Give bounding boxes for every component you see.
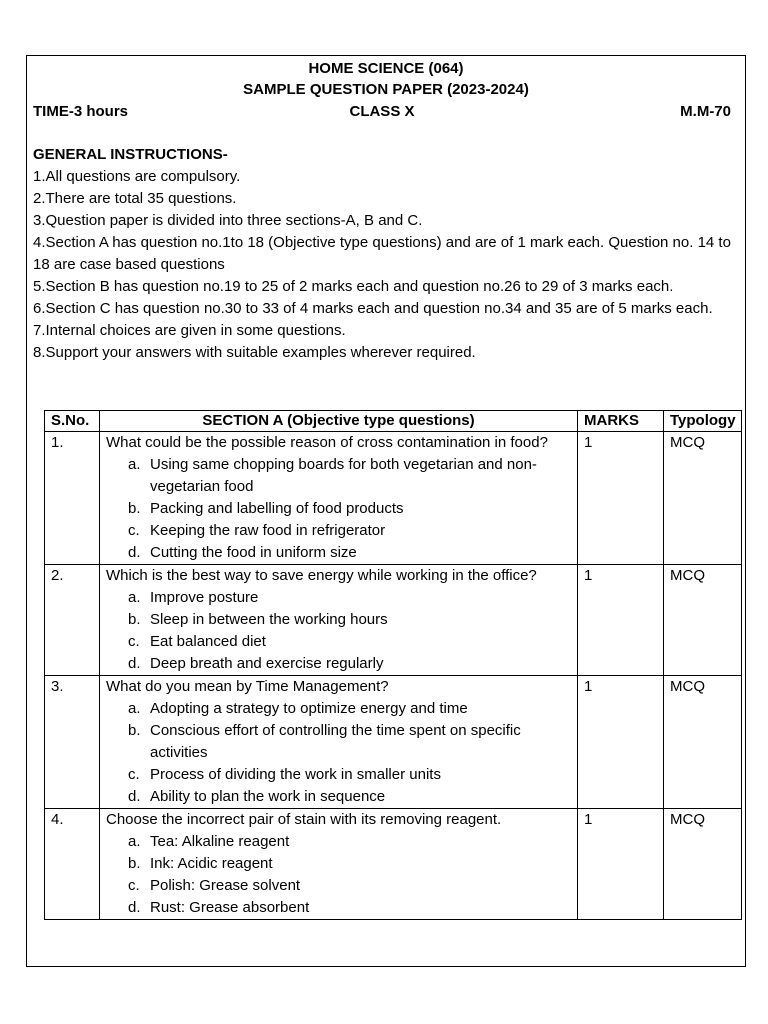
instructions-title: GENERAL INSTRUCTIONS- (33, 146, 228, 163)
option (128, 520, 571, 542)
option-letter: a. (128, 456, 141, 473)
general-instructions (33, 144, 731, 364)
question-number: 1. (45, 432, 100, 565)
sno-header: S.No. (45, 411, 100, 432)
option-letter: b. (128, 722, 141, 739)
question-number: 2. (45, 565, 100, 676)
question-text: Which is the best way to save energy while working in the office? (106, 567, 537, 584)
table-row (45, 676, 742, 809)
option-text: Cutting the food in uniform size (150, 544, 357, 561)
typology-header: Typology (664, 411, 742, 432)
question-marks: 1 (578, 809, 664, 920)
option (128, 764, 571, 786)
question-marks: 1 (578, 676, 664, 809)
option (128, 542, 571, 564)
question-marks: 1 (578, 432, 664, 565)
option-letter: b. (128, 611, 141, 628)
option-text: Conscious effort of controlling the time spent on specific activities (150, 722, 521, 761)
table-header-row (45, 411, 742, 432)
question-typology: MCQ (664, 565, 742, 676)
question-typology: MCQ (664, 676, 742, 809)
option-text: Using same chopping boards for both vegetarian and non-vegetarian food (150, 456, 537, 495)
option-text: Packing and labelling of food products (150, 500, 404, 517)
option-letter: a. (128, 833, 141, 850)
question-cell (100, 565, 578, 676)
instruction-item: 5.Section B has question no.19 to 25 of 2 marks each and question no.26 to 29 of 3 marks each. (33, 278, 674, 295)
section-a-table (44, 410, 742, 920)
table-row (45, 432, 742, 565)
question-cell (100, 676, 578, 809)
instruction-item: 4.Section A has question no.1to 18 (Objective type questions) and are of 1 mark each. Question no. 14 to 18 are case based questions (33, 234, 731, 273)
max-marks-label: M.M-70 (680, 103, 731, 120)
option-letter: d. (128, 788, 141, 805)
question-typology: MCQ (664, 432, 742, 565)
option-letter: c. (128, 766, 140, 783)
instruction-item: 8.Support your answers with suitable examples wherever required. (33, 344, 476, 361)
question-text: Choose the incorrect pair of stain with its removing reagent. (106, 811, 502, 828)
question-text: What could be the possible reason of cross contamination in food? (106, 434, 548, 451)
question-cell (100, 432, 578, 565)
option-text: Process of dividing the work in smaller units (150, 766, 441, 783)
option-letter: c. (128, 877, 140, 894)
option-text: Rust: Grease absorbent (150, 899, 310, 916)
option-letter: d. (128, 544, 141, 561)
option (128, 831, 571, 853)
option (128, 587, 571, 609)
option (128, 631, 571, 653)
option (128, 897, 571, 919)
instruction-item: 2.There are total 35 questions. (33, 190, 237, 207)
option-letter: a. (128, 700, 141, 717)
option (128, 853, 571, 875)
option-letter: d. (128, 899, 141, 916)
question-text: What do you mean by Time Management? (106, 678, 389, 695)
table-row (45, 565, 742, 676)
instruction-item: 3.Question paper is divided into three sections-A, B and C. (33, 212, 423, 229)
option-text: Deep breath and exercise regularly (150, 655, 384, 672)
option (128, 498, 571, 520)
option-letter: b. (128, 855, 141, 872)
subject-title: HOME SCIENCE (064) (308, 60, 464, 77)
option-text: Tea: Alkaline reagent (150, 833, 290, 850)
option-text: Eat balanced diet (150, 633, 266, 650)
class-label: CLASS X (349, 103, 415, 120)
option-text: Improve posture (150, 589, 259, 606)
option-text: Polish: Grease solvent (150, 877, 301, 894)
option (128, 698, 571, 720)
option (128, 720, 571, 764)
option-letter: d. (128, 655, 141, 672)
option (128, 653, 571, 675)
question-paper-frame (26, 55, 746, 967)
question-number: 4. (45, 809, 100, 920)
option-letter: c. (128, 522, 140, 539)
instruction-item: 6.Section C has question no.30 to 33 of 4 marks each and question no.34 and 35 are of 5 marks each. (33, 300, 713, 317)
option-text: Adopting a strategy to optimize energy and time (150, 700, 468, 717)
option (128, 875, 571, 897)
table-row (45, 809, 742, 920)
question-number: 3. (45, 676, 100, 809)
option-text: Sleep in between the working hours (150, 611, 388, 628)
time-label: TIME-3 hours (33, 103, 129, 120)
instruction-item: 1.All questions are compulsory. (33, 168, 241, 185)
option-letter: c. (128, 633, 140, 650)
option-letter: b. (128, 500, 141, 517)
question-marks: 1 (578, 565, 664, 676)
question-cell (100, 809, 578, 920)
question-typology: MCQ (664, 809, 742, 920)
option-letter: a. (128, 589, 141, 606)
option-text: Keeping the raw food in refrigerator (150, 522, 386, 539)
option-text: Ink: Acidic reagent (150, 855, 273, 872)
marks-header: MARKS (578, 411, 664, 432)
instruction-item: 7.Internal choices are given in some questions. (33, 322, 346, 339)
paper-meta-row (33, 102, 731, 122)
option (128, 609, 571, 631)
option (128, 454, 571, 498)
section-header: SECTION A (Objective type questions) (100, 411, 578, 432)
paper-title: SAMPLE QUESTION PAPER (2023-2024) (243, 81, 529, 98)
option-text: Ability to plan the work in sequence (150, 788, 386, 805)
option (128, 786, 571, 808)
